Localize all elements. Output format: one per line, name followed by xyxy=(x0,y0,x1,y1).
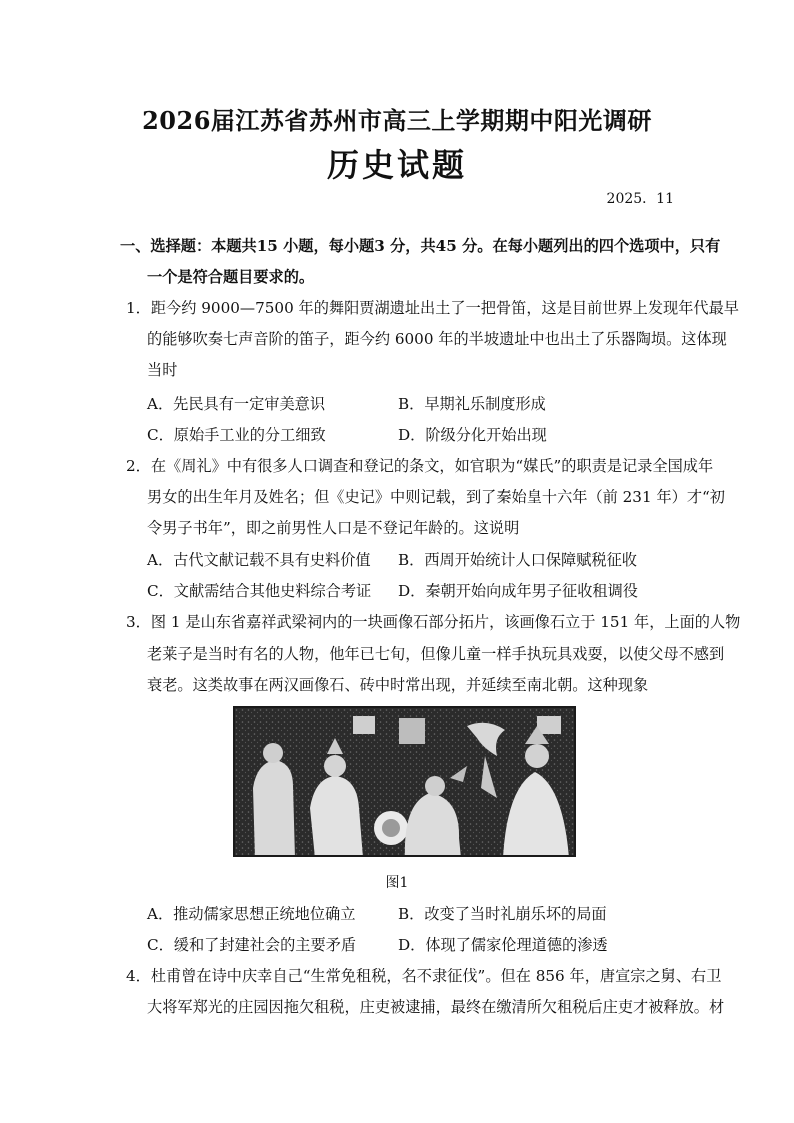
q2-option-c[interactable]: C．文献需结合其他史料综合考证 xyxy=(147,582,372,600)
q1-stem-line-1: 1．距今约 9000—7500 年的舞阳贾湖遗址出土了一把骨笛，这是目前世界上发现年代最早 xyxy=(126,299,739,317)
q1-option-c[interactable]: C．原始手工业的分工细致 xyxy=(147,426,326,444)
q2-option-a[interactable]: A．古代文献记载不具有史料价值 xyxy=(147,551,371,569)
exam-title: 2026届江苏省苏州市高三上学期期中阳光调研 xyxy=(142,106,652,135)
q1-stem-line-2: 的能够吹奏七声音阶的笛子，距今约 6000 年的半坡遗址中也出土了乐器陶埙。这体现 xyxy=(147,330,727,348)
exam-date: 2025．11 xyxy=(606,191,674,207)
q4-stem-line-2: 大将军郑光的庄园因拖欠租税，庄吏被逮捕，最终在缴清所欠租税后庄吏才被释放。材 xyxy=(147,998,725,1016)
q2-option-b[interactable]: B．西周开始统计人口保障赋税征收 xyxy=(398,551,637,569)
q1-option-d[interactable]: D．阶级分化开始出现 xyxy=(398,426,547,444)
q3-stem-line-3: 衰老。这类故事在两汉画像石、砖中时常出现，并延续至南北朝。这种现象 xyxy=(147,676,649,694)
q3-stem-line-1: 3．图 1 是山东省嘉祥武梁祠内的一块画像石部分拓片，该画像石立于 151 年，上面的人物 xyxy=(126,613,741,631)
section-heading-line-2: 一个是符合题目要求的。 xyxy=(147,268,315,286)
q2-option-d[interactable]: D．秦朝开始向成年男子征收租调役 xyxy=(398,582,638,600)
q3-stem-line-2: 老莱子是当时有名的人物，他年已七旬，但像儿童一样手执玩具戏耍，以使父母不感到 xyxy=(147,645,725,663)
q2-stem-line-1: 2．在《周礼》中有很多人口调查和登记的条文，如官职为“媒氏”的职责是记录全国成年 xyxy=(126,457,714,475)
stone-relief-rubbing-image xyxy=(233,706,576,857)
q4-stem-line-1: 4．杜甫曾在诗中庆幸自己“生常免租税，名不隶征伐”。但在 856 年，唐宣宗之舅、右卫 xyxy=(126,967,722,985)
q1-stem-line-3: 当时 xyxy=(147,361,178,379)
q1-option-a[interactable]: A．先民具有一定审美意识 xyxy=(147,395,326,413)
figure-caption: 图1 xyxy=(385,875,409,891)
q3-option-a[interactable]: A．推动儒家思想正统地位确立 xyxy=(147,905,356,923)
q3-option-b[interactable]: B．改变了当时礼崩乐坏的局面 xyxy=(398,905,607,923)
exam-subject: 历史试题 xyxy=(326,146,467,184)
section-heading-line-1: 一、选择题：本题共15 小题，每小题3 分，共45 分。在每小题列出的四个选项中，只有 xyxy=(120,237,721,255)
q3-option-c[interactable]: C．缓和了封建社会的主要矛盾 xyxy=(147,936,357,954)
q2-stem-line-3: 令男子书年”，即之前男性人口是不登记年龄的。这说明 xyxy=(147,519,520,537)
q2-stem-line-2: 男女的出生年月及姓名；但《史记》中则记载，到了秦始皇十六年（前 231 年）才“初 xyxy=(147,488,725,506)
q1-option-b[interactable]: B．早期礼乐制度形成 xyxy=(398,395,546,413)
q3-option-d[interactable]: D．体现了儒家伦理道德的渗透 xyxy=(398,936,608,954)
